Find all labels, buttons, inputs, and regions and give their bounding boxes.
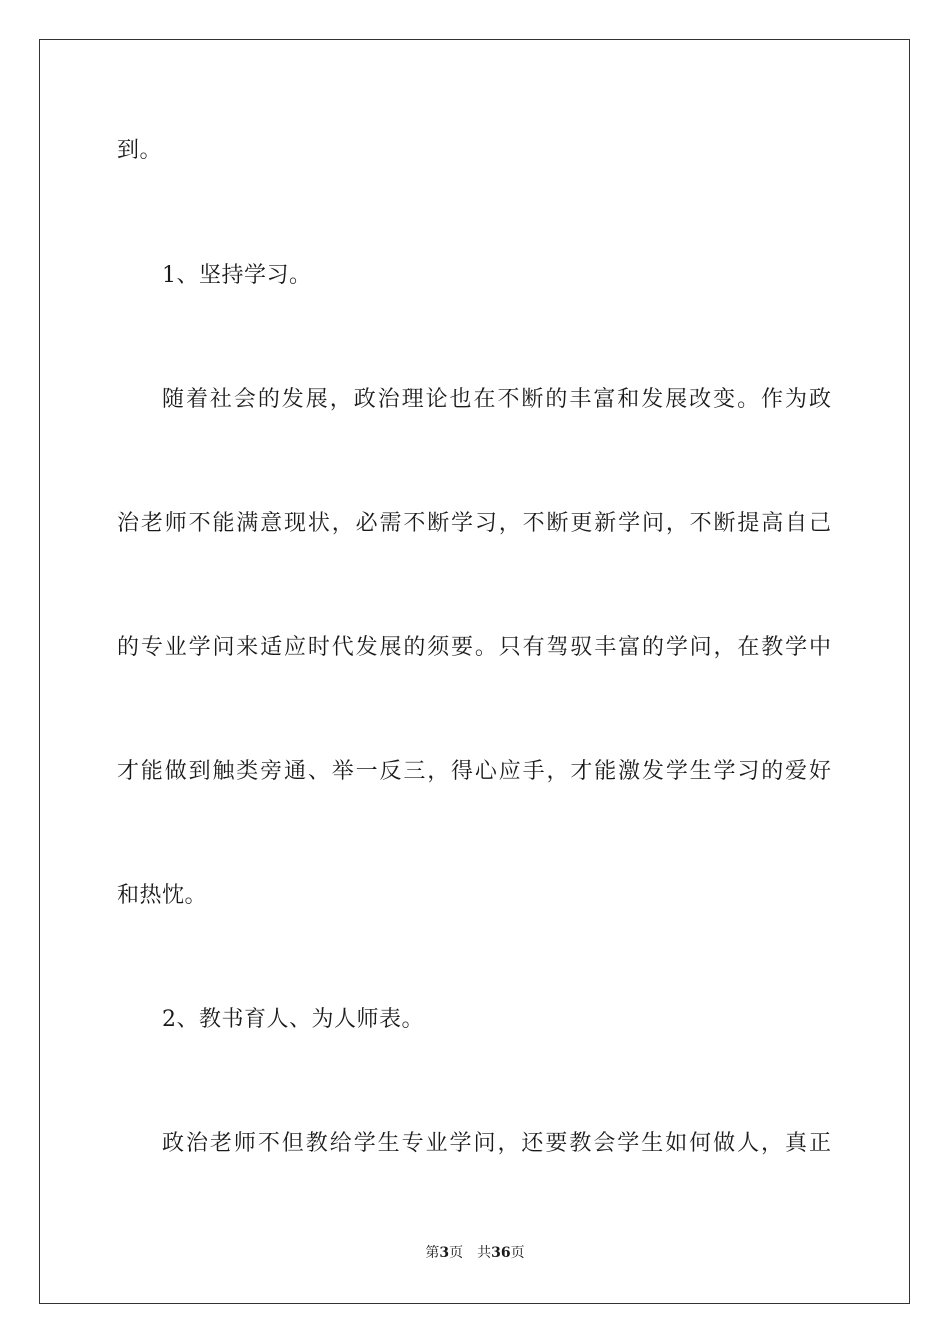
text-line-3: 随着社会的发展，政治理论也在不断的丰富和发展改变。作为政 xyxy=(162,387,831,412)
footer-total-number: 36 xyxy=(491,1245,511,1261)
section-heading-2: 2、教书育人、为人师表。 xyxy=(162,1007,424,1032)
footer-page-number: 3 xyxy=(439,1245,450,1261)
text-line-9: 政治老师不但教给学生专业学问，还要教会学生如何做人，真正 xyxy=(162,1131,831,1156)
text-line-1: 到。 xyxy=(117,138,163,163)
footer-total-prefix: 共 xyxy=(477,1245,492,1261)
page-border xyxy=(39,39,910,1304)
text-line-6: 才能做到触类旁通、举一反三，得心应手，才能激发学生学习的爱好 xyxy=(117,759,831,784)
text-line-7: 和热忱。 xyxy=(117,883,208,908)
text-line-5: 的专业学问来适应时代发展的须要。只有驾驭丰富的学问，在教学中 xyxy=(117,635,831,660)
footer-total-suffix: 页 xyxy=(510,1245,525,1261)
footer-page-suffix: 页 xyxy=(449,1245,464,1261)
text-line-4: 治老师不能满意现状，必需不断学习，不断更新学问，不断提高自己 xyxy=(117,511,831,536)
footer-page-prefix: 第 xyxy=(425,1245,440,1261)
page-footer xyxy=(0,1244,950,1262)
section-heading-1: 1、坚持学习。 xyxy=(162,263,312,288)
